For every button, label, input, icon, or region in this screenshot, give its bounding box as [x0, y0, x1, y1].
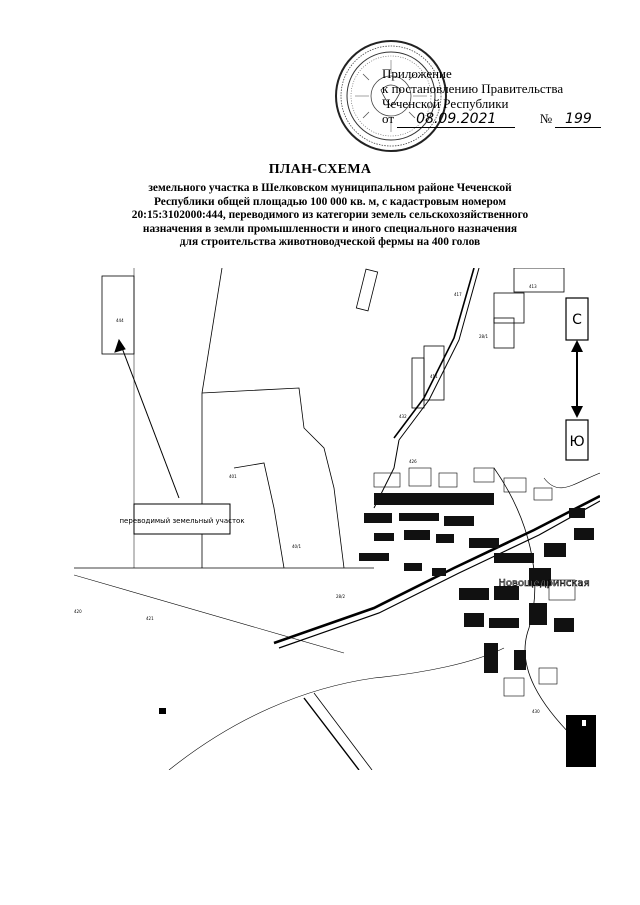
north-arrow-icon	[571, 340, 583, 352]
plot-number: 420	[74, 609, 82, 614]
plot-number: 432	[399, 414, 407, 419]
cadastral-map	[74, 268, 600, 770]
plot-number: 401	[229, 474, 237, 479]
description-line-4: назначения в земли промышленности и иного специального назначения	[142, 222, 518, 235]
document-description	[80, 182, 580, 250]
appendix-date: 08.09.2021	[397, 112, 515, 128]
plot-number: 28/1	[479, 334, 488, 339]
plot-number: 421	[146, 616, 154, 621]
plot-number: 430	[532, 709, 540, 714]
village-label: Новощедринская	[498, 578, 590, 589]
appendix-from-label: от	[382, 111, 395, 126]
appendix-block	[382, 66, 632, 128]
description-line-3: 20:15:3102000:444, переводимого из категории земель сельскохозяйственного	[131, 209, 529, 222]
south-arrow-icon	[571, 406, 583, 418]
plot-number: 28/2	[336, 594, 345, 599]
description-line-5: для строительства животноводческой фермы на 400 голов	[179, 236, 481, 249]
description-line-1: земельного участка в Шелковском муниципальном районе Чеченской	[148, 182, 512, 194]
plot-number: 426	[409, 459, 417, 464]
description-line-2: Республики общей площадью 100 000 кв. м, с кадастровым номером	[153, 195, 507, 208]
plot-number: 444	[116, 318, 124, 323]
plot-number: 417	[454, 292, 462, 297]
compass-north-label: С	[572, 312, 582, 328]
plot-number: 411	[430, 374, 438, 379]
appendix-title: Приложение	[382, 66, 452, 81]
page-title: ПЛАН-СХЕМА	[268, 162, 372, 177]
appendix-republic: Чеченской Республики	[382, 96, 509, 111]
compass	[566, 298, 588, 460]
plot-number: 40/1	[292, 544, 301, 549]
compass-south-label: Ю	[569, 434, 585, 450]
appendix-decree-ref: к постановлению Правительства	[382, 81, 564, 96]
appendix-date-line	[382, 111, 632, 128]
plot-number: 413	[529, 284, 537, 289]
appendix-number-label: №	[539, 111, 553, 126]
parcel-label: переводимый земельный участок	[119, 517, 245, 525]
appendix-number: 199	[555, 112, 601, 128]
